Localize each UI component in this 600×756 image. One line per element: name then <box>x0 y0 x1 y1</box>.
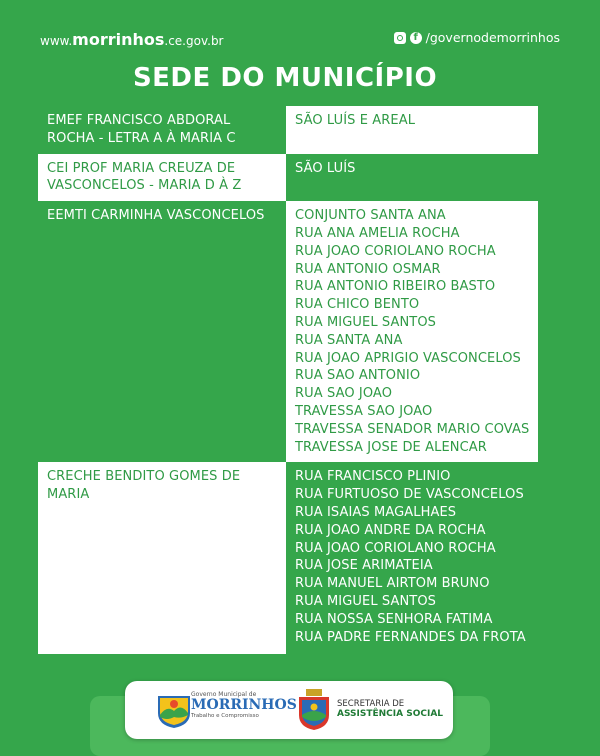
street-item: CONJUNTO SANTA ANA <box>295 208 446 224</box>
street-item: RUA JOAO APRIGIO VASCONCELOS <box>295 350 521 366</box>
table-row <box>38 201 538 462</box>
streets-cell <box>286 462 538 654</box>
street-item: TRAVESSA SAO JOAO <box>295 403 433 419</box>
street-item: RUA MIGUEL SANTOS <box>295 593 437 609</box>
school-cell: EEMTI CARMINHA VASCONCELOS <box>38 201 286 462</box>
street-item: TRAVESSA SENADOR MARIO COVAS <box>295 421 530 437</box>
street-item: SÃO LUÍS E AREAL <box>295 113 416 128</box>
street-item: RUA MANUEL AIRTOM BRUNO <box>295 576 490 592</box>
streets-cell <box>286 154 538 202</box>
logo2-line2: ASSISTÊNCIA SOCIAL <box>337 709 444 719</box>
street-item: SÃO LUÍS <box>295 160 356 176</box>
logo2-line1: SECRETARIA DE <box>337 699 405 709</box>
street-item: RUA MIGUEL SANTOS <box>295 314 437 330</box>
street-item: RUA ANA AMELIA ROCHA <box>295 225 460 241</box>
schools-streets-table <box>38 106 538 654</box>
street-item: RUA ISAIAS MAGALHAES <box>295 504 457 520</box>
street-item: TRAVESSA JOSE DE ALENCAR <box>295 439 487 455</box>
street-item: RUA JOAO CORIOLANO ROCHA <box>295 540 496 556</box>
site-prefix: www. <box>40 34 73 48</box>
street-item: RUA FRANCISCO PLINIO <box>295 469 451 485</box>
site-name: morrinhos <box>72 30 165 49</box>
top-bar <box>40 28 560 50</box>
street-item: RUA PADRE FERNANDES DA FROTA <box>295 629 526 645</box>
street-item: RUA JOSE ARIMATEIA <box>295 558 433 574</box>
street-item: RUA SANTA ANA <box>295 332 403 348</box>
secretaria-logo-text <box>337 699 449 720</box>
street-item: RUA JOAO ANDRE DA ROCHA <box>295 522 486 538</box>
page-title: SEDE DO MUNICÍPIO <box>132 63 438 93</box>
logo1-line1: Governo Municipal de <box>191 691 257 698</box>
street-item: RUA FURTUOSO DE VASCONCELOS <box>295 487 524 503</box>
street-item: RUA CHICO BENTO <box>295 297 420 313</box>
street-item: RUA SAO JOAO <box>295 386 393 402</box>
school-cell: EMEF FRANCISCO ABDORAL ROCHA - LETRA A À MARIA C <box>38 106 286 154</box>
street-item: RUA JOAO CORIOLANO ROCHA <box>295 243 496 259</box>
school-cell: CEI PROF MARIA CREUZA DE VASCONCELOS - MARIA D À Z <box>38 154 286 202</box>
street-item: RUA NOSSA SENHORA FATIMA <box>295 611 493 627</box>
school-cell: CRECHE BENDITO GOMES DE MARIA <box>38 462 286 654</box>
streets-cell <box>286 201 538 462</box>
social-handle[interactable]: /governodemorrinhos <box>425 30 560 45</box>
facebook-icon[interactable]: f <box>410 32 422 44</box>
street-item: RUA ANTONIO RIBEIRO BASTO <box>295 279 496 295</box>
table-row <box>38 106 538 154</box>
footer-logos <box>125 681 453 739</box>
logo1-line3: Trabalho e Compromisso <box>191 713 259 719</box>
logo1-name: MORRINHOS <box>191 697 297 713</box>
instagram-icon[interactable] <box>394 32 406 44</box>
morrinhos-emblem-icon <box>155 691 193 729</box>
street-item: RUA SAO ANTONIO <box>295 368 421 384</box>
streets-cell <box>286 106 538 154</box>
table-row <box>38 462 538 654</box>
street-item: RUA ANTONIO OSMAR <box>295 261 441 277</box>
municipal-coat-of-arms-icon <box>297 689 331 731</box>
morrinhos-logo-text <box>191 691 297 719</box>
social-links[interactable] <box>394 30 560 45</box>
site-suffix: .ce.gov.br <box>164 34 224 48</box>
website-link[interactable] <box>40 30 224 49</box>
table-row <box>38 154 538 202</box>
